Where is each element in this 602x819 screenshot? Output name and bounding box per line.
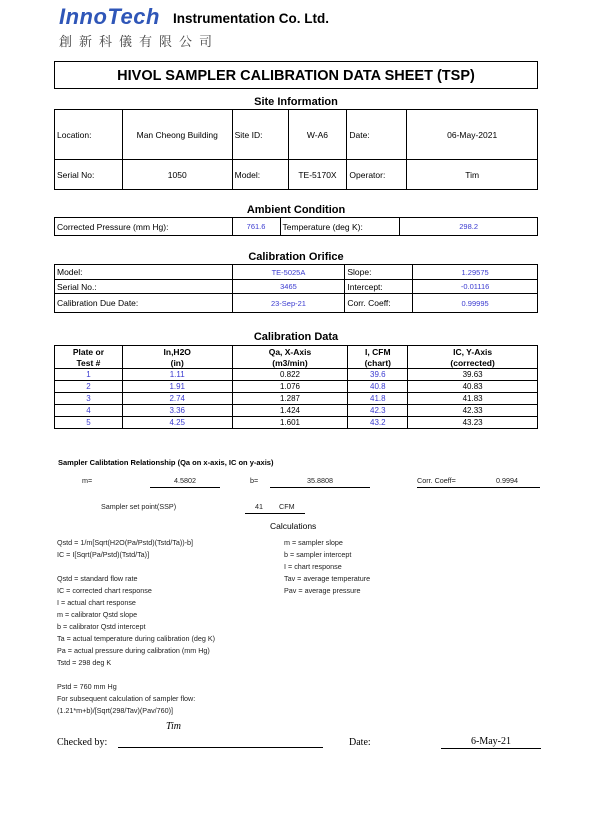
calc-line: IC = corrected chart response [57,586,152,595]
cell-i: 41.8 [348,393,408,405]
ambient-table [54,217,538,236]
corr-value: 0.9994 [417,476,540,488]
calc-line: Tav = average temperature [284,574,371,583]
calc-line [57,669,215,681]
col-subheader: Test # [55,357,123,369]
col-subheader: (chart) [348,357,408,369]
calc-line: Ta = actual temperature during calibration (deg K) [57,634,216,643]
site-id-label: Site ID: [232,110,288,160]
cell-ic: 40.83 [408,381,538,393]
location-label: Location: [55,110,123,160]
ambient-heading: Ambient Condition [246,204,346,216]
due-date-value: 23-Sep-21 [232,294,345,313]
due-date-label: Calibration Due Date: [55,294,233,313]
cell-i: 40.8 [348,381,408,393]
table-row [55,381,538,393]
cell-h2o: 1.91 [122,381,232,393]
col-header: Plate or [55,346,123,358]
cell-qa: 0.822 [232,369,348,381]
cell-qa: 1.076 [232,381,348,393]
serial-value: 1050 [122,160,232,190]
table-row [55,417,538,429]
calc-line: Pstd = 760 mm Hg [57,682,117,691]
operator-value: Tim [407,160,538,190]
calculations-right [284,537,370,597]
orifice-model-value: TE-5025A [232,265,345,280]
m-label: m= [82,476,93,485]
pressure-label: Corrected Pressure (mm Hg): [55,218,233,236]
orifice-serial-label: Serial No.: [55,280,233,294]
temperature-label: Temperature (deg K): [280,218,400,236]
col-subheader: (m3/min) [232,357,348,369]
cell-test: 4 [55,405,123,417]
cell-ic: 43.23 [408,417,538,429]
calculations-title: Calculations [270,521,317,531]
cell-h2o: 3.36 [122,405,232,417]
operator-label: Operator: [347,160,407,190]
brand-logo: InnoTech [59,4,160,29]
cell-i: 43.2 [348,417,408,429]
cell-qa: 1.287 [232,393,348,405]
slope-label: Slope: [345,265,413,280]
orifice-corr-label: Corr. Coeff: [345,294,413,313]
footer-date-label: Date: [349,737,371,748]
cell-test: 1 [55,369,123,381]
orifice-model-label: Model: [55,265,233,280]
table-row [55,405,538,417]
table-row [55,369,538,381]
temperature-value: 298.2 [400,218,538,236]
calc-line: m = sampler slope [284,538,343,547]
cell-ic: 41.83 [408,393,538,405]
company-name: Instrumentation Co. Ltd. [173,11,329,26]
calibration-data-table [54,345,538,429]
calc-line: Pa = actual pressure during calibration (mm Hg) [57,646,210,655]
calc-line: m = calibrator Qstd slope [57,610,138,619]
col-header: I, CFM [348,346,408,358]
checked-by-line [118,747,323,748]
pressure-value: 761.6 [232,218,280,236]
date-value: 06-May-2021 [407,110,538,160]
serial-label: Serial No: [55,160,123,190]
col-header: In,H2O [122,346,232,358]
signature: Tim [166,721,182,732]
col-subheader: (in) [122,357,232,369]
table-row [55,393,538,405]
orifice-table [54,264,538,313]
model-label: Model: [232,160,288,190]
cell-test: 3 [55,393,123,405]
corr-label: Corr. Coeff= [417,476,456,485]
calc-line: Qstd = 1/m[Sqrt(H2O(Pa/Pstd)(Tstd/Ta))-b] [57,538,193,547]
calc-line: I = chart response [284,562,342,571]
footer-date-value: 6-May-21 [441,736,541,749]
col-header: IC, Y-Axis [408,346,538,358]
m-value: 4.5802 [150,476,220,488]
ssp-value: 41 CFM [245,502,305,514]
calc-line: IC = I[Sqrt(Pa/Pstd)(Tstd/Ta)] [57,550,150,559]
cell-i: 39.6 [348,369,408,381]
calc-line: b = calibrator Qstd intercept [57,622,146,631]
calc-line: b = sampler intercept [284,550,352,559]
cell-qa: 1.424 [232,405,348,417]
relationship-title: Sampler Calibtation Relationship (Qa on x-axis, IC on y-axis) [58,458,274,467]
cell-ic: 42.33 [408,405,538,417]
company-chinese-name: 創新科儀有限公司 [59,35,220,50]
intercept-label: Intercept: [345,280,413,294]
location-value: Man Cheong Building [122,110,232,160]
site-info-heading: Site Information [254,96,338,108]
cell-test: 5 [55,417,123,429]
intercept-value: -0.01116 [413,280,538,294]
calc-line: Qstd = standard flow rate [57,574,138,583]
date-label: Date: [347,110,407,160]
col-header: Qa, X-Axis [232,346,348,358]
orifice-heading: Calibration Orifice [248,251,344,263]
calc-line: Tstd = 298 deg K [57,658,112,667]
cell-qa: 1.601 [232,417,348,429]
calc-line [57,561,215,573]
site-id-value: W-A6 [288,110,347,160]
calc-line: Pav = average pressure [284,586,361,595]
site-info-table [54,109,538,190]
b-value: 35.8808 [270,476,370,488]
slope-value: 1.29575 [413,265,538,280]
orifice-serial-value: 3465 [232,280,345,294]
calculations-left [57,537,215,717]
orifice-corr-value: 0.99995 [413,294,538,313]
b-label: b= [250,476,259,485]
cell-test: 2 [55,381,123,393]
calc-line: (1.21*m+b)/[Sqrt(298/Tav)(Pav/760)] [57,706,174,715]
ssp-label: Sampler set point(SSP) [101,502,177,511]
caldata-heading: Calibration Data [253,331,339,343]
calc-line: I = actual chart response [57,598,136,607]
cell-h2o: 2.74 [122,393,232,405]
cell-h2o: 1.11 [122,369,232,381]
sheet-title: HIVOL SAMPLER CALIBRATION DATA SHEET (TSP) [54,61,538,89]
checked-by-label: Checked by: [57,737,108,748]
cell-ic: 39.63 [408,369,538,381]
model-value: TE-5170X [288,160,347,190]
cell-i: 42.3 [348,405,408,417]
calc-line: For subsequent calculation of sampler flow: [57,694,196,703]
cell-h2o: 4.25 [122,417,232,429]
col-subheader: (corrected) [408,357,538,369]
